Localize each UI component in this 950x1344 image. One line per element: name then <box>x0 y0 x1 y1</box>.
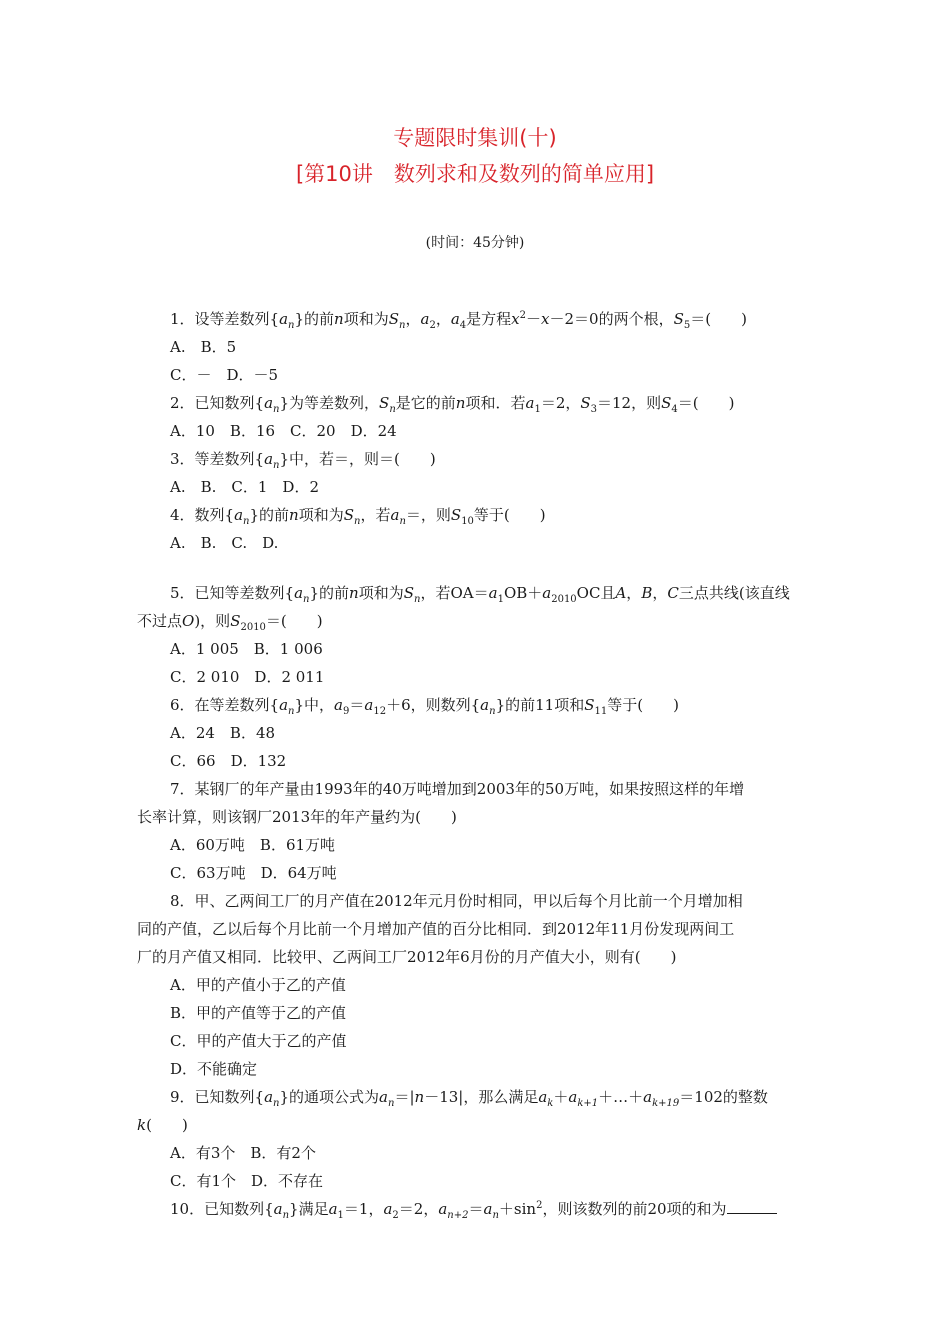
question-9-stem-line2: k( ) <box>137 1116 188 1134</box>
question-3-stem: 3．等差数列$\{a_n\}$中，若＝，则＝( ) <box>170 450 436 471</box>
question-1-options-cd: C．－ D．－5 <box>170 366 279 384</box>
time-limit: (时间：45分钟) <box>425 235 525 251</box>
question-8-option-a: A．甲的产值小于乙的产值 <box>170 976 346 994</box>
question-9-options-ab: A．有3个 B．有2个 <box>170 1144 316 1162</box>
question-6-stem: 6．在等差数列$\{a_n\}$中，$a_9=a_{12}+6$，则数列$\{a_n\}$的前11项和$S_{11}$等于( ) <box>170 696 679 717</box>
question-1-stem: 1．设等差数列$\{a_n\}$的前n项和为$S_n$，$a_2$，$a_4$是方程$x^2-x-2=0$的两个根，$S_5=$( ) <box>170 310 747 331</box>
question-5-stem: 5．已知等差数列$\{a_n\}$的前n项和为$S_n$，若$OA=a_1OB+a_{2010}OC$且A，B，C三点共线(该直线 <box>170 584 790 605</box>
question-9-options-cd: C．有1个 D．不存在 <box>170 1172 324 1190</box>
question-3-options: A. B. C．1 D．2 <box>170 478 319 496</box>
answer-blank[interactable] <box>727 1199 777 1214</box>
question-8-stem: 8．甲、乙两间工厂的月产值在2012年元月份时相同，甲以后每个月比前一个月增加相 <box>170 892 743 910</box>
question-2-stem: 2．已知数列$\{a_n\}$为等差数列，$S_n$是它的前n项和．若$a_1=2$，$S_3=12$，则$S_4=$( ) <box>170 394 735 415</box>
page-title: 专题限时集训(十) <box>393 126 557 150</box>
question-5-stem-line2: 不过点O)，则$S_{2010}=$( ) <box>137 612 323 633</box>
page-subtitle: [第10讲 数列求和及数列的简单应用] <box>295 162 655 186</box>
question-7-stem-line2: 长率计算，则该钢厂2013年的年产量约为( ) <box>137 808 457 826</box>
question-7-options-ab: A．60万吨 B．61万吨 <box>170 836 336 854</box>
question-7-stem: 7．某钢厂的年产量由1993年的40万吨增加到2003年的50万吨，如果按照这样的年增 <box>170 780 745 798</box>
question-8-stem-line3: 厂的月产值又相同．比较甲、乙两间工厂2012年6月份的月产值大小，则有( ) <box>137 948 677 966</box>
question-6-options-ab: A．24 B．48 <box>170 724 276 742</box>
question-6-options-cd: C．66 D．132 <box>170 752 287 770</box>
question-8-stem-line2: 同的产值，乙以后每个月比前一个月增加产值的百分比相同．到2012年11月份发现两间工 <box>137 920 735 938</box>
question-5-options-ab: A．1 005 B．1 006 <box>170 640 323 658</box>
question-1-options-ab: A. B．5 <box>170 338 237 356</box>
question-8-option-d: D．不能确定 <box>170 1060 258 1078</box>
question-4-stem: 4．数列$\{a_n\}$的前n项和为$S_n$，若$a_n=$，则$S_{10}$等于( ) <box>170 506 546 527</box>
question-9-stem: 9．已知数列$\{a_n\}$的通项公式为$a_n=|n-13|$，那么满足$a_k+a_{k+1}+\dots+a_{k+19}=102$的整数 <box>170 1088 768 1109</box>
question-8-option-c: C．甲的产值大于乙的产值 <box>170 1032 347 1050</box>
question-8-option-b: B．甲的产值等于乙的产值 <box>170 1004 347 1022</box>
question-7-options-cd: C．63万吨 D．64万吨 <box>170 864 337 882</box>
question-5-options-cd: C．2 010 D．2 011 <box>170 668 325 686</box>
question-10-stem: 10．已知数列$\{a_n\}$满足$a_1=1$，$a_2=2$，$a_{n+2}=a_n+\sin^2$，则该数列的前20项的和为 <box>170 1199 777 1219</box>
question-4-options: A. B. C. D. <box>170 534 279 552</box>
question-2-options: A．10 B．16 C．20 D．24 <box>170 422 397 440</box>
